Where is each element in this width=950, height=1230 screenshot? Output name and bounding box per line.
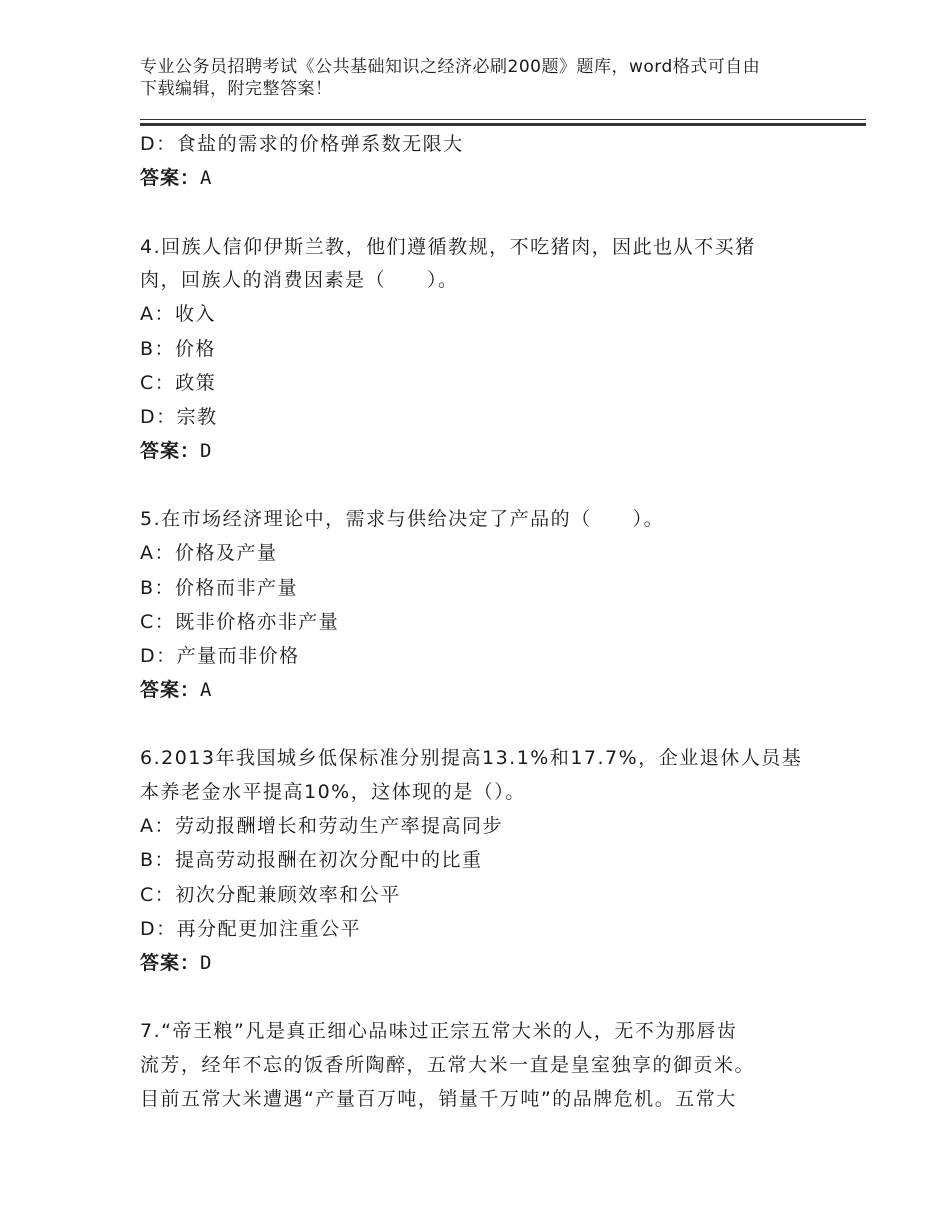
q4-option-c: C：政策 (140, 372, 217, 394)
header-line-2: 下载编辑，附完整答案！ (140, 79, 333, 99)
answer-label: 答案： (140, 440, 201, 462)
q4-answer-value: D (200, 440, 213, 462)
header-divider-thick (140, 123, 866, 126)
q4-stem-line-1: 4.回族人信仰伊斯兰教，他们遵循教规，不吃猪肉，因此也从不买猪 (140, 236, 756, 258)
q6-stem-line-2: 本养老金水平提高10%，这体现的是（）。 (140, 781, 526, 803)
q5-answer-value: A (200, 679, 213, 701)
q6-option-c: C：初次分配兼顾效率和公平 (140, 884, 401, 906)
q4-answer (140, 439, 212, 463)
q5-option-d: D：产量而非价格 (140, 645, 300, 667)
answer-label: 答案： (140, 952, 201, 974)
q4-option-a: A：收入 (140, 303, 216, 325)
q7-stem-line-1: 7.“帝王粮”凡是真正细心品味过正宗五常大米的人，无不为那唇齿 (140, 1020, 738, 1042)
q4-option-b: B：价格 (140, 338, 217, 360)
q6-answer-value: D (200, 952, 213, 974)
q5-option-b: B：价格而非产量 (140, 577, 299, 599)
header-line-1: 专业公务员招聘考试《公共基础知识之经济必刷200题》题库，word格式可自由 (140, 57, 761, 77)
q5-option-c: C：既非价格亦非产量 (140, 611, 340, 633)
q5-option-a: A：价格及产量 (140, 542, 278, 564)
q7-stem-line-2: 流芳，经年不忘的饭香所陶醉，五常大米一直是皇室独享的御贡米。 (140, 1054, 756, 1076)
q6-option-a: A：劳动报酬增长和劳动生产率提高同步 (140, 815, 503, 837)
q6-option-b: B：提高劳动报酬在初次分配中的比重 (140, 849, 483, 871)
q3-answer-value: A (200, 167, 213, 189)
q5-answer (140, 678, 212, 702)
q4-option-d: D：宗教 (140, 406, 218, 428)
q5-stem-line-1: 5.在市场经济理论中，需求与供给决定了产品的（ ）。 (140, 508, 665, 530)
q6-answer (140, 951, 212, 975)
answer-label: 答案： (140, 167, 201, 189)
q3-option-d: D：食盐的需求的价格弹系数无限大 (140, 133, 464, 155)
header-divider-thin (140, 119, 866, 120)
q7-stem-line-3: 目前五常大米遭遇“产量百万吨，销量千万吨”的品牌危机。五常大 (140, 1088, 737, 1110)
document-header (140, 56, 810, 100)
q4-stem-line-2: 肉，回族人的消费因素是（ ）。 (140, 269, 459, 291)
q6-stem-line-1: 6.2013年我国城乡低保标准分别提高13.1%和17.7%，企业退休人员基 (140, 747, 803, 769)
q3-answer (140, 166, 212, 190)
q6-option-d: D：再分配更加注重公平 (140, 918, 362, 940)
answer-label: 答案： (140, 679, 201, 701)
